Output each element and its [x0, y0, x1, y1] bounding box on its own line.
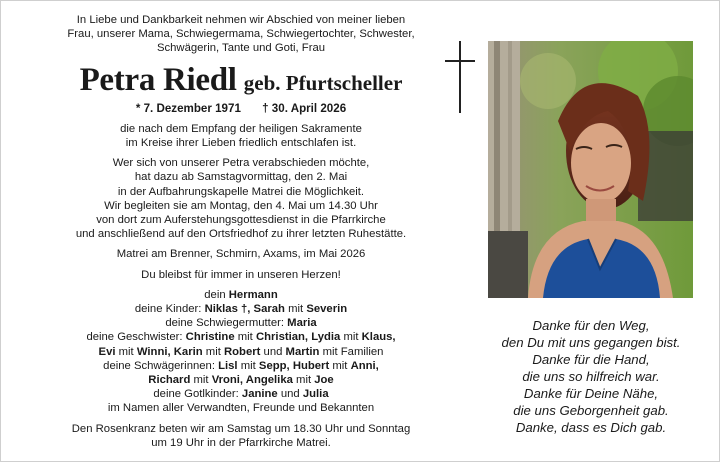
rosary-text: [21, 422, 461, 450]
connector: mit: [237, 331, 253, 344]
poem-line: Danke für den Weg,: [532, 318, 650, 333]
poem-line: die uns Geborgenheit gab.: [513, 403, 669, 418]
sibling-name: Martin: [285, 345, 320, 358]
family-children: [21, 302, 461, 316]
death-date: † 30. April 2026: [262, 101, 347, 115]
connector: mit: [118, 345, 134, 358]
sibling-name: Winni, Karin: [136, 345, 203, 358]
deceased-name: Petra Riedl: [79, 61, 237, 98]
farewell-text: [21, 156, 461, 241]
inlaw-name: Anni,: [350, 359, 379, 372]
partner-name: Severin: [306, 303, 348, 316]
connector: mit Familien: [322, 345, 384, 358]
portrait-image: [488, 41, 693, 298]
family-siblings-1: [21, 330, 461, 344]
godchild-name: Julia: [302, 388, 329, 401]
farewell-line: hat dazu ab Samstagvormittag, den 2. Mai: [134, 171, 348, 184]
farewell-line: von dort zum Auferstehungsgottesdienst in die Pfarrkirche: [96, 214, 386, 227]
family-husband: [21, 288, 461, 302]
closing-line: Du bleibst für immer in unseren Herzen!: [141, 268, 341, 281]
passing-text: [21, 122, 461, 150]
family-others: im Namen aller Verwandten, Freunde und Bekannten: [107, 402, 375, 415]
label: deine Schwiegermutter:: [165, 317, 285, 330]
mother-in-law-name: Maria: [287, 317, 317, 330]
life-dates: [21, 102, 461, 116]
family-list: [21, 288, 461, 416]
inlaw-name: Joe: [314, 374, 334, 387]
poem-line: Danke für Deine Nähe,: [523, 386, 659, 401]
label: dein: [204, 288, 226, 301]
inlaw-name: Sepp, Hubert: [258, 359, 330, 372]
label: deine Schwägerinnen:: [103, 359, 215, 372]
inlaw-name: Vroni, Angelika: [211, 374, 293, 387]
farewell-line: Wir begleiten sie am Montag, den 4. Mai um 14.30 Uhr: [104, 199, 378, 212]
passing-line: die nach dem Empfang der heiligen Sakramente: [120, 122, 362, 135]
cross-icon: [445, 41, 475, 113]
intro-line: Schwägerin, Tante und Goti, Frau: [156, 42, 326, 55]
sibling-name: Klaus,: [361, 331, 396, 344]
connector: mit: [193, 374, 209, 387]
connector: mit: [332, 359, 348, 372]
inlaw-name: Lisl: [218, 359, 238, 372]
poem-line: Danke für die Hand,: [532, 352, 650, 367]
poem: [479, 317, 703, 436]
farewell-line: und anschließend auf den Ortsfriedhof zu ihrer letzten Ruhestätte.: [75, 228, 407, 241]
birth-date: * 7. Dezember 1971: [135, 101, 241, 115]
connector: mit: [240, 359, 256, 372]
maiden-name: geb. Pfurtscheller: [243, 70, 403, 95]
husband-name: Hermann: [228, 288, 278, 301]
intro-text: [21, 13, 461, 56]
sibling-name: Robert: [223, 345, 261, 358]
family-godchildren: [21, 387, 461, 401]
portrait-photo: [488, 41, 693, 298]
family-inlaws-1: [21, 359, 461, 373]
rosary-line: Den Rosenkranz beten wir am Samstag um 18.30 Uhr und Sonntag: [71, 422, 411, 435]
poem-line: die uns so hilfreich war.: [522, 369, 660, 384]
intro-line: Frau, unserer Mama, Schwiegermama, Schwiegertochter, Schwester,: [67, 28, 415, 41]
label: deine Kinder:: [134, 303, 202, 316]
deceased-name-row: [21, 62, 461, 98]
passing-line: im Kreise ihrer Lieben friedlich entschlafen ist.: [125, 137, 357, 150]
godchild-name: Janine: [241, 388, 278, 401]
label: deine Geschwister:: [86, 331, 183, 344]
family-siblings-2: [21, 345, 461, 359]
child-names: Niklas †, Sarah: [204, 303, 285, 316]
poem-line: Danke, dass es Dich gab.: [515, 420, 667, 435]
poem-line: den Du mit uns gegangen bist.: [501, 335, 681, 350]
connector: mit: [205, 345, 221, 358]
rosary-line: um 19 Uhr in der Pfarrkirche Matrei.: [151, 436, 331, 449]
inlaw-name: Richard: [148, 374, 191, 387]
farewell-line: Wer sich von unserer Petra verabschieden möchte,: [112, 157, 370, 170]
connector: mit: [288, 303, 304, 316]
family-inlaws-2: [21, 373, 461, 387]
label: deine Gotlkinder:: [153, 388, 239, 401]
connector: mit: [296, 374, 312, 387]
connector: mit: [343, 331, 359, 344]
family-mother-in-law: [21, 316, 461, 330]
obituary-text-column: [21, 13, 461, 456]
sibling-name: Evi: [98, 345, 116, 358]
sibling-name: Christian, Lydia: [255, 331, 341, 344]
sibling-name: Christine: [185, 331, 235, 344]
place-date: Matrei am Brenner, Schmirn, Axams, im Mai 2026: [116, 248, 366, 261]
intro-line: In Liebe und Dankbarkeit nehmen wir Abschied von meiner lieben: [76, 14, 406, 26]
connector: und: [263, 345, 283, 358]
farewell-line: in der Aufbahrungskapelle Matrei die Möglichkeit.: [117, 185, 365, 198]
connector: und: [280, 388, 300, 401]
